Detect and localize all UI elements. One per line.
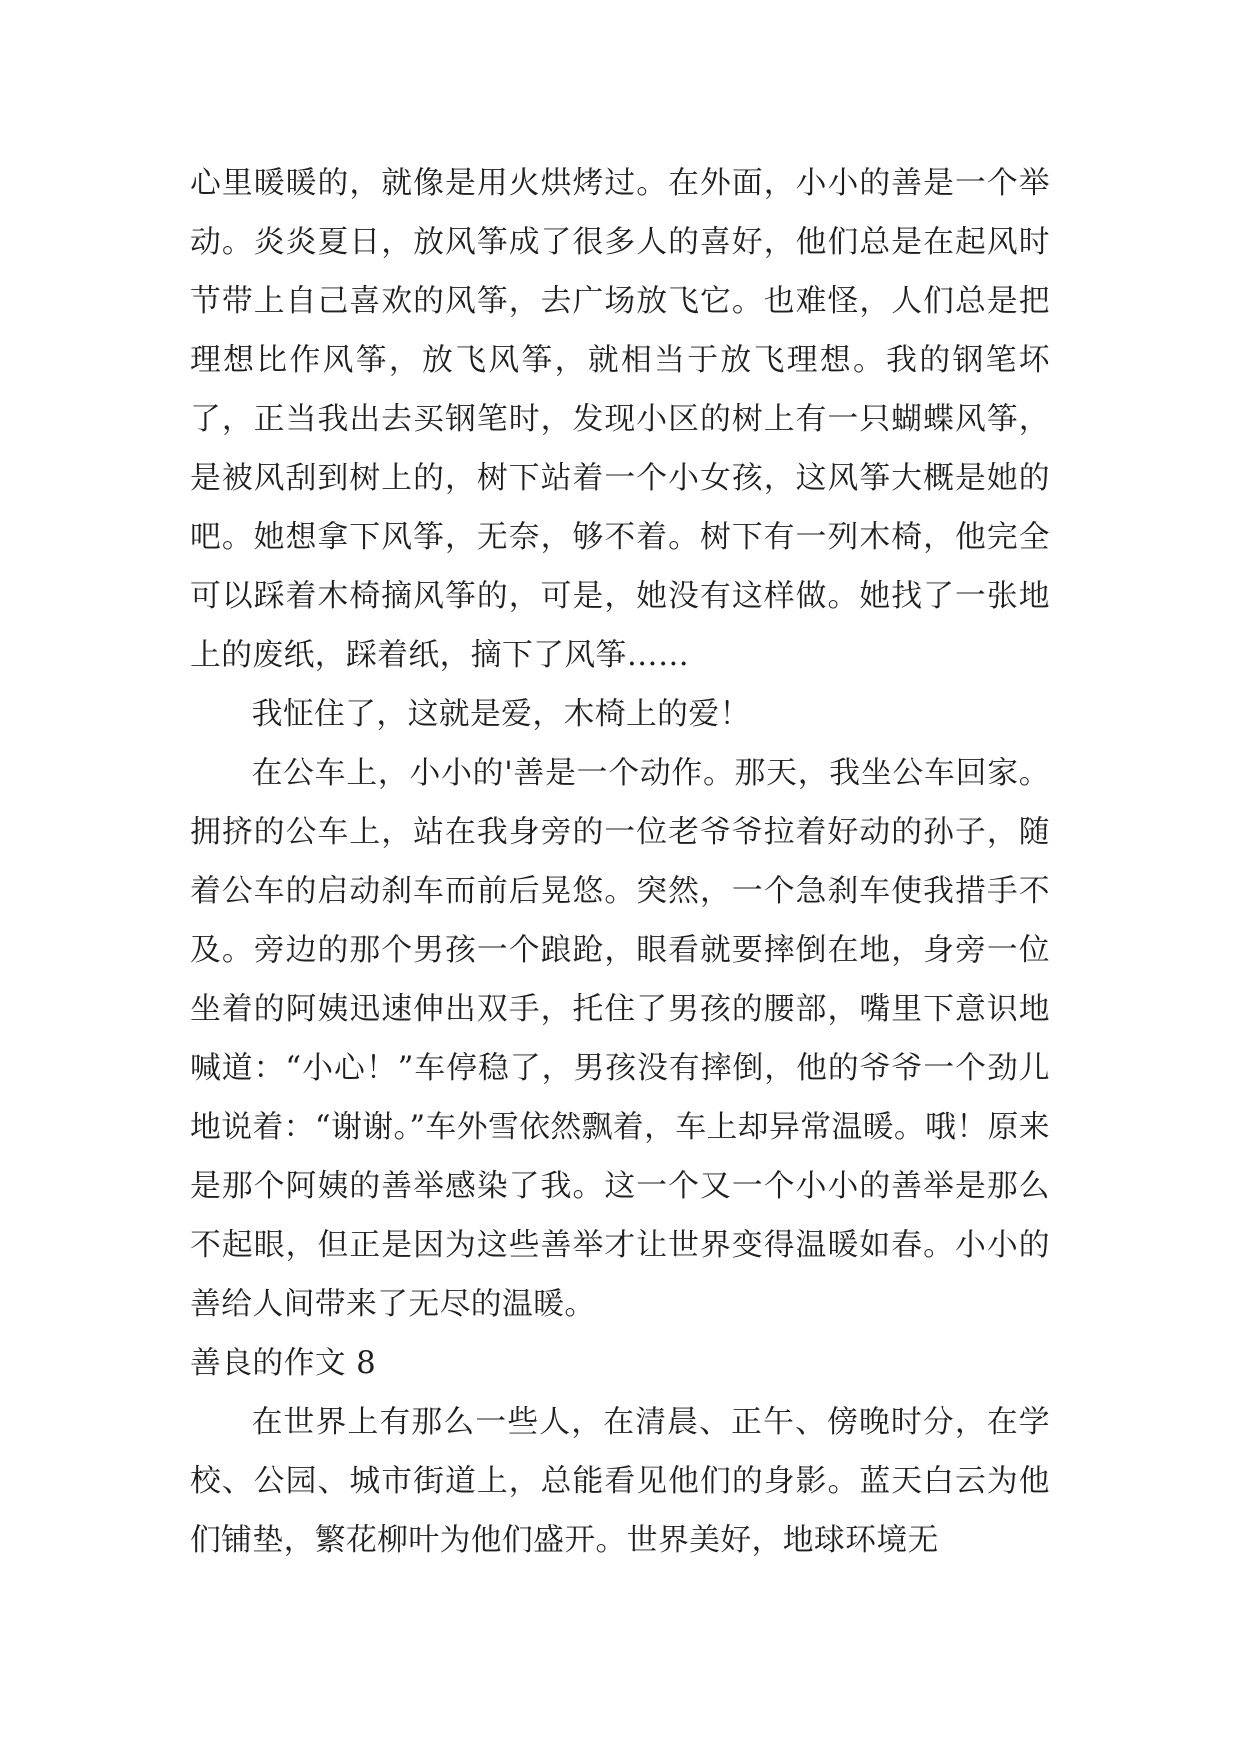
paragraph-love-on-bench: 我怔住了，这就是爱，木椅上的爱！	[251, 696, 751, 732]
paragraph-kite-story: 心里暖暖的，就像是用火烘烤过。在外面，小小的善是一个举动。炎炎夏日，放风筝成了很多人的喜好，他们总是在起风时节带上自己喜欢的风筝，去广场放飞它。也难怪，人们总是把理想比作风筝，放飞风筝，就相当于放飞理想。我的钢笔坏了，正当我出去买钢笔时，发现小区的树上有一只蝴蝶风筝，是被风刮到树上的，树下站着一个小女孩，这风筝大概是她的吧。她想拿下风筝，无奈，够不着。树下有一列木椅，他完全可以踩着木椅摘风筝的，可是，她没有这样做。她找了一张地上的废纸，踩着纸，摘下了风筝……	[190, 165, 1050, 673]
document-body	[190, 154, 1050, 1570]
section-title: 善良的作文 8	[190, 1345, 377, 1381]
paragraph-bus-story: 在公车上，小小的'善是一个动作。那天，我坐公车回家。拥挤的公车上，站在我身旁的一位老爷爷拉着好动的孙子，随着公车的启动刹车而前后晃悠。突然，一个急刹车使我措手不及。旁边的那个男孩一个踉跄，眼看就要摔倒在地，身旁一位坐着的阿姨迅速伸出双手，托住了男孩的腰部，嘴里下意识地喊道：“小心！”车停稳了，男孩没有摔倒，他的爷爷一个劲儿地说着：“谢谢。”车外雪依然飘着，车上却异常温暖。哦！原来是那个阿姨的善举感染了我。这一个又一个小小的善举是那么不起眼，但正是因为这些善举才让世界变得温暖如春。小小的善给人间带来了无尽的温暖。	[190, 755, 1050, 1322]
paragraph-essay-8-opening: 在世界上有那么一些人，在清晨、正午、傍晚时分，在学校、公园、城市街道上，总能看见他们的身影。蓝天白云为他们铺垫，繁花柳叶为他们盛开。世界美好，地球环境无	[190, 1404, 1050, 1558]
